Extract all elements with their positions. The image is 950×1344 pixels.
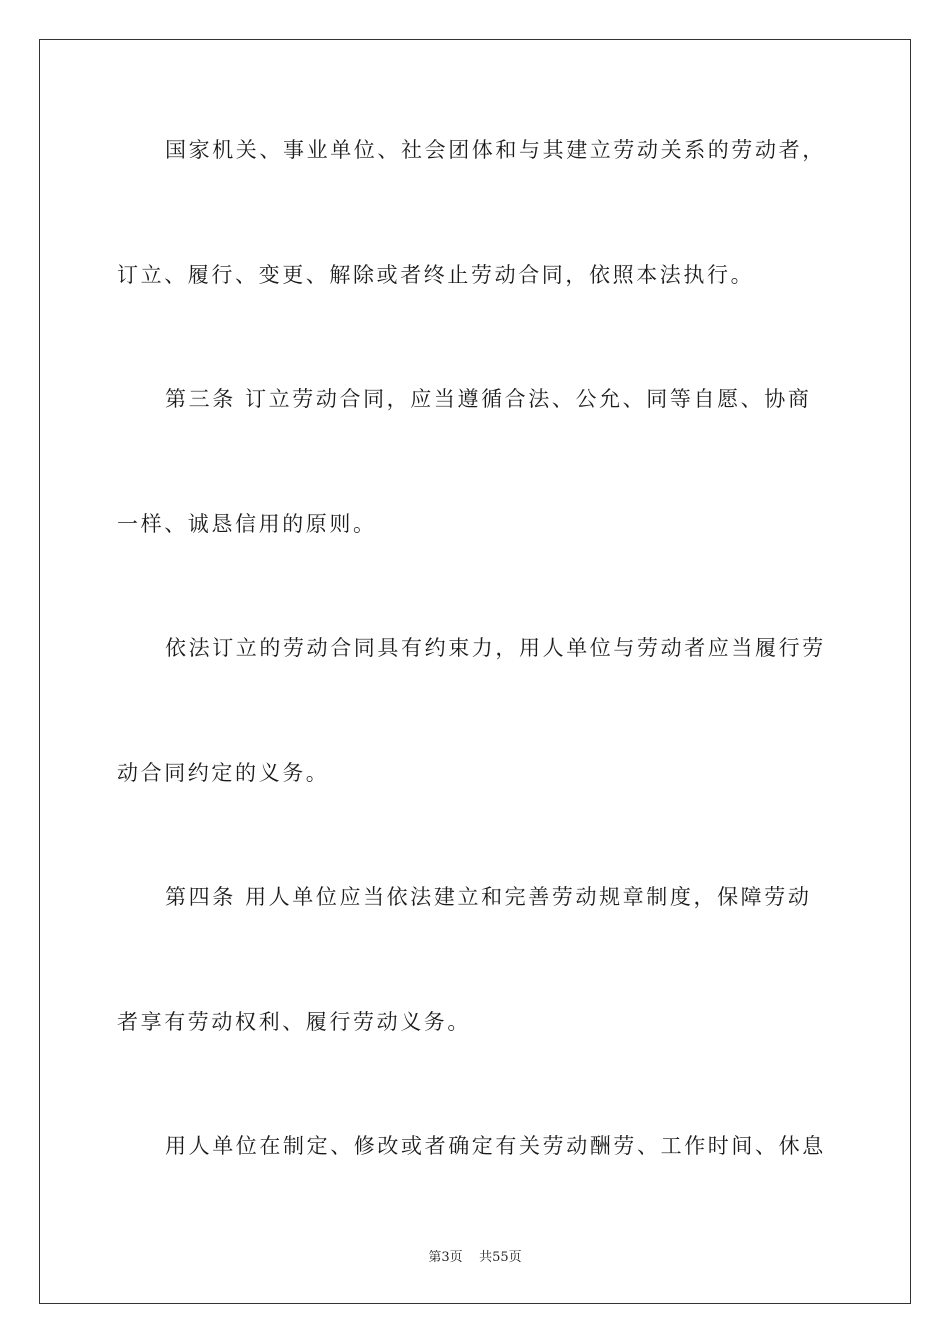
paragraph-line: 者享有劳动权利、履行劳动义务。 — [117, 1010, 471, 1034]
page-border — [39, 39, 911, 1304]
page-number: 第3页 — [428, 1250, 463, 1265]
paragraph-line: 国家机关、事业单位、社会团体和与其建立劳动关系的劳动者， — [165, 138, 826, 162]
paragraph-line: 用人单位在制定、修改或者确定有关劳动酬劳、工作时间、休息 — [165, 1134, 826, 1158]
paragraph-line: 一样、诚恳信用的原则。 — [117, 512, 377, 536]
paragraph-line: 动合同约定的义务。 — [117, 761, 330, 785]
page-footer — [0, 1246, 950, 1265]
paragraph-line: 第三条 订立劳动合同，应当遵循合法、公允、同等自愿、协商 — [165, 387, 812, 411]
page-total: 共55页 — [479, 1250, 522, 1265]
paragraph-line: 依法订立的劳动合同具有约束力，用人单位与劳动者应当履行劳 — [165, 636, 826, 660]
paragraph-line: 第四条 用人单位应当依法建立和完善劳动规章制度，保障劳动 — [165, 885, 812, 909]
paragraph-line: 订立、履行、变更、解除或者终止劳动合同，依照本法执行。 — [117, 263, 755, 287]
